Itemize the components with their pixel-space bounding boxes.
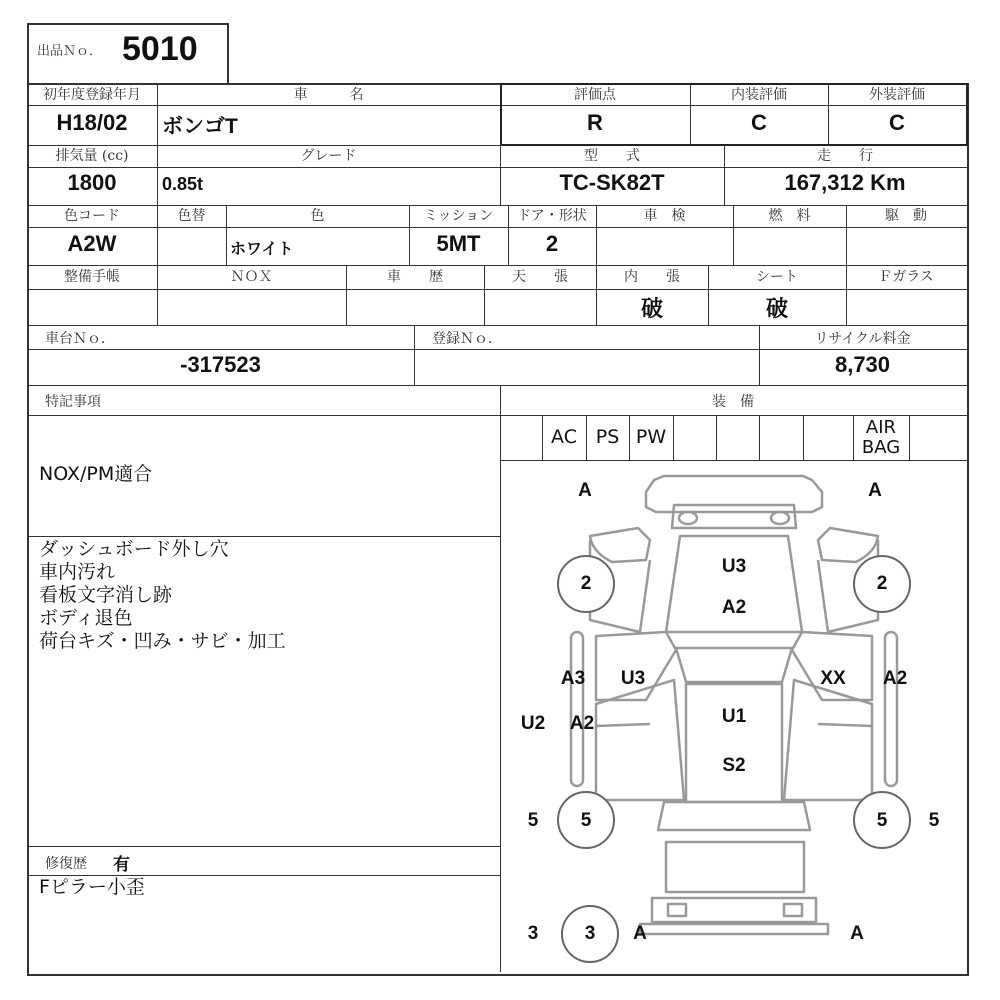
remark-line: 看板文字消し跡 — [39, 584, 173, 606]
displacement-value: 1800 — [67, 170, 117, 195]
chassis-no-value: -317523 — [180, 352, 261, 377]
grade-label: グレード — [300, 148, 357, 164]
history-label: 車 歴 — [387, 269, 443, 285]
damage-left-door-1: A3 — [560, 668, 586, 689]
equipment-item-ac: AC — [551, 426, 577, 448]
f-glass-label: Ｆガラス — [878, 269, 934, 285]
equipment-item-airbag: AIR BAG — [861, 417, 901, 458]
fuel-label: 燃 料 — [768, 208, 811, 224]
remarks-top: NOX/PM適合 — [39, 463, 153, 485]
damage-roof-1: U3 — [721, 556, 747, 577]
score-value: R — [587, 110, 603, 135]
car-name-label: 車 名 — [293, 87, 364, 103]
recycle-fee-value: 8,730 — [834, 352, 891, 377]
color-label: 色 — [310, 208, 325, 224]
damage-front-left: A — [578, 480, 592, 501]
damage-rear-right: A — [850, 923, 864, 944]
repair-note: Fピラー小歪 — [39, 876, 145, 898]
damage-left-side-2: A2 — [569, 713, 595, 734]
inspection-label: 車 検 — [643, 208, 686, 224]
interior-grade-label: 内装評価 — [731, 87, 787, 103]
damage-spare: 3 — [584, 923, 596, 944]
displacement-label: 排気量 (cc) — [55, 148, 129, 164]
transmission-label: ミッション — [423, 208, 494, 224]
damage-spare-outer: 3 — [527, 923, 539, 944]
damage-wheel-rr: 5 — [876, 810, 888, 831]
equipment-item-pw: PW — [635, 426, 667, 448]
service-book-label: 整備手帳 — [64, 269, 120, 285]
damage-bed-2: S2 — [722, 755, 746, 776]
color-code-value: A2W — [67, 231, 117, 256]
lot-number: 5010 — [122, 30, 198, 68]
interior-trim-value: 破 — [640, 297, 663, 322]
mileage-value: 167,312 Km — [784, 170, 906, 195]
exterior-grade-label: 外装評価 — [869, 87, 925, 103]
remark-line: 車内汚れ — [39, 561, 116, 583]
remarks-label: 特記事項 — [45, 394, 101, 410]
seat-value: 破 — [765, 297, 788, 322]
damage-rear-left: A — [633, 923, 647, 944]
doors-label: ドア・形状 — [517, 208, 587, 224]
repair-history-value: 有 — [113, 855, 130, 875]
model-code-value: TC-SK82T — [559, 170, 665, 195]
damage-roof-2: A2 — [721, 597, 747, 618]
nox-label: ＮＯＸ — [230, 269, 273, 285]
repair-history-label: 修復歴 — [45, 856, 87, 872]
damage-bed-1: U1 — [721, 706, 747, 727]
interior-trim-label: 内 張 — [624, 269, 680, 285]
equipment-item-ps: PS — [595, 426, 620, 448]
damage-left-side-1: U2 — [520, 713, 546, 734]
damage-wheel-rl: 5 — [580, 810, 592, 831]
doors-value: 2 — [545, 231, 559, 256]
damage-rear-right-outer: 5 — [928, 810, 940, 831]
chassis-no-label: 車台Ｎｏ． — [45, 331, 115, 347]
score-label: 評価点 — [574, 87, 616, 103]
damage-left-door-2: U3 — [620, 668, 646, 689]
exterior-grade-value: C — [889, 110, 905, 135]
remark-line: 荷台キズ・凹み・サビ・加工 — [39, 630, 286, 652]
color-value: ホワイト — [230, 241, 294, 258]
repaint-label: 色替 — [177, 208, 206, 224]
model-code-label: 型 式 — [584, 148, 640, 164]
remark-line: ダッシュボード外し穴 — [39, 538, 229, 560]
transmission-value: 5MT — [436, 231, 481, 256]
equipment-label: 装 備 — [712, 394, 754, 410]
damage-rear-left-outer: 5 — [527, 810, 539, 831]
first-reg-value: H18/02 — [56, 110, 128, 135]
first-reg-label: 初年度登録年月 — [43, 87, 141, 103]
recycle-fee-label: リサイクル料金 — [814, 331, 911, 347]
damage-wheel-fr: 2 — [876, 573, 888, 594]
remark-line: ボディ退色 — [39, 607, 133, 629]
damage-wheel-fl: 2 — [580, 573, 592, 594]
color-code-label: 色コード — [64, 208, 120, 224]
damage-front-right: A — [868, 480, 882, 501]
lot-label: 出品Ｎｏ． — [37, 44, 103, 59]
sunroof-label: 天 張 — [512, 269, 568, 285]
car-name-value: ボンゴT — [162, 115, 238, 138]
seat-label: シート — [756, 269, 798, 285]
damage-right-door-1: XX — [820, 668, 846, 689]
interior-grade-value: C — [751, 110, 767, 135]
reg-no-label: 登録Ｎｏ． — [432, 331, 502, 347]
mileage-label: 走 行 — [817, 148, 873, 164]
grade-value: 0.85t — [162, 174, 204, 194]
drive-label: 駆 動 — [885, 208, 927, 224]
damage-right-door-2: A2 — [882, 668, 908, 689]
